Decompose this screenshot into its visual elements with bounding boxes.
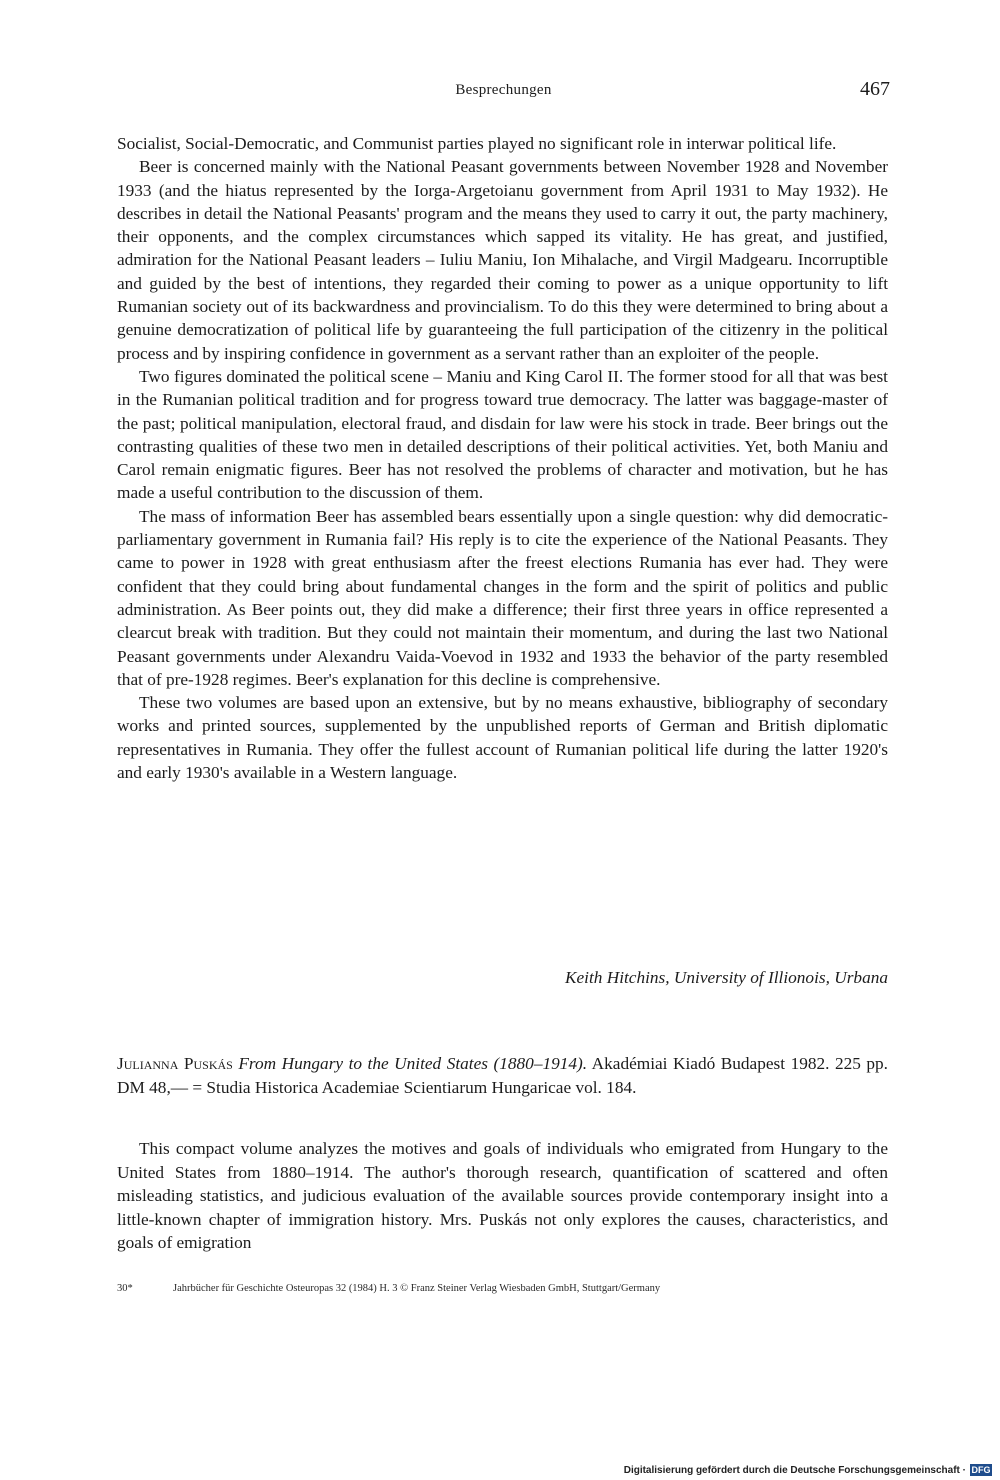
paragraph: Socialist, Social-Democratic, and Communist parties played no significant role in interwar political life. bbox=[117, 134, 837, 153]
review-1-body bbox=[117, 132, 888, 784]
reviewer-signature: Keith Hitchins, University of Illionois, Urbana bbox=[564, 968, 888, 987]
running-title: Besprechungen bbox=[455, 82, 552, 98]
digitization-notice bbox=[624, 1463, 992, 1477]
book-title: From Hungary to the United States (1880–1914). bbox=[238, 1054, 588, 1073]
review-2-body bbox=[117, 1137, 888, 1255]
paragraph: This compact volume analyzes the motives and goals of individuals who emigrated from Hungary to the United States from 1880–1914. The author's thorough research, quantification of scattered and often misleading statistics, and judicious evaluation of the available sources provide contemporary insight into a little-known chapter of immigration history. Mrs. Puskás not only explores the causes, characteristics, and goals of emigration bbox=[117, 1139, 888, 1252]
paragraph: The mass of information Beer has assembled bears essentially upon a single question: why did democratic-parliamentary government in Rumania fail? His reply is to cite the experience of the National Peasants. They came to power in 1928 with great enthusiasm after the freest elections Rumania has ever had. They were confident that they could bring about fundamental changes in the form and the spirit of politics and public administration. As Beer points out, they did make a difference; their first three years in office represented a clearcut break with tradition. But they could not maintain their momentum, and during the last two National Peasant governments under Alexandru Vaida-Voevod in 1932 and 1933 the behavior of the party resembled that of pre-1928 regimes. Beer's explanation for this decline is comprehensive. bbox=[117, 506, 888, 689]
journal-imprint: Jahrbücher für Geschichte Osteuropas 32 (1984) H. 3 © Franz Steiner Verlag Wiesbaden GmbH, Stuttgart/Germany bbox=[173, 1283, 661, 1294]
paragraph: These two volumes are based upon an extensive, but by no means exhaustive, bibliography of secondary works and printed sources, supplemented by the unpublished reports of German and British diplomatic representatives in Rumania. They offer the fullest account of Rumanian political life during the latter 1920's and early 1930's available in a Western language. bbox=[117, 693, 888, 783]
paragraph: Beer is concerned mainly with the National Peasant governments between November 1928 and November 1933 (and the hiatus represented by the Iorga-Argetoianu government from April 1931 to May 1932). He describes in detail the National Peasants' program and the means they used to carry it out, the party machinery, their opponents, and the complex circumstances which sapped its vitality. He has great, and justified, admiration for the National Peasant leaders – Iuliu Maniu, Ion Mihalache, and Virgil Madgearu. Incorruptible and guided by the best of intentions, they regarded their coming to power as a unique opportunity to lift Rumanian society out of its backwardness and provincialism. To do this they were determined to bring about a genuine democratization of political life by guaranteeing the full participation of the citizenry in the political process and by inspiring confidence in government as a servant rather than an exploiter of the people. bbox=[117, 157, 888, 363]
page-footer bbox=[117, 1283, 888, 1294]
signature-mark: 30* bbox=[117, 1283, 133, 1294]
review-2-citation bbox=[117, 1052, 888, 1099]
dfg-logo: DFG bbox=[971, 1465, 991, 1475]
running-head bbox=[117, 78, 890, 106]
book-author: Julianna Puskás bbox=[117, 1054, 233, 1073]
page-number: 467 bbox=[860, 78, 890, 100]
publication-details: Akadémiai Kiadó Budapest 1982. 225 pp. DM 48,— = Studia Historica Academiae Scientiarum Hungaricae vol. 184. bbox=[117, 1054, 888, 1097]
paragraph: Two figures dominated the political scene – Maniu and King Carol II. The former stood for all that was best in the Rumanian political tradition and for progress toward true democracy. The latter was baggage-master of the past; political manipulation, electoral fraud, and disdain for law were his stock in trade. Beer brings out the contrasting qualities of these two men in detailed descriptions of their political activities. Yet, both Maniu and Carol remain enigmatic figures. Beer has not resolved the problems of character and motivation, but he has made a useful contribution to the discussion of them. bbox=[117, 366, 888, 503]
digitization-text: Digitalisierung gefördert durch die Deutsche Forschungsgemeinschaft · bbox=[623, 1464, 966, 1476]
